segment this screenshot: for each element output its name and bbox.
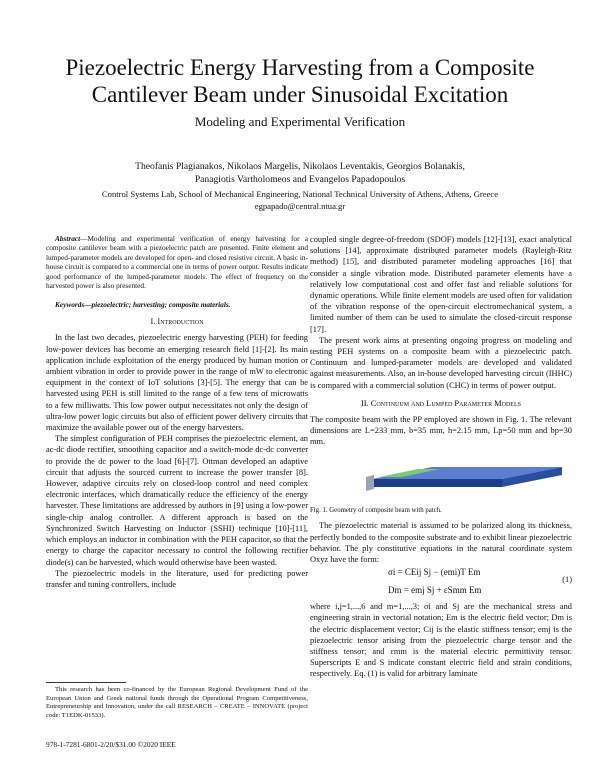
abstract-label: Abstract (55, 234, 81, 243)
figure-1-caption: Fig. 1. Geometry of composite beam with patch. (310, 507, 442, 515)
footnote-rule (46, 682, 126, 683)
affiliation-block (20, 188, 580, 212)
intro-paragraph-3: The piezoelectric models in the literature, used for predicting power transfer and tuning controllers, include (46, 568, 308, 589)
keywords: Keywords—piezoelectric; harvesting; composite materials. (55, 300, 231, 310)
footnote: This research has been co-financed by the European Regional Development Fund of the European Union and Greek national funds through the Operational Program Competitiveness, Entrepreneurship and Innovation, under the call RESEARCH – CREATE – INNOVATE (project code: T1EDK-01533). (46, 686, 308, 719)
beam-illustration (366, 467, 562, 491)
authors-line-2: Panagiotis Vartholomeos and Evangelos Papadopoulos (194, 174, 406, 185)
email[interactable]: egpapado@central.ntua.gr (254, 201, 346, 211)
isbn-line: 978-1-7281-6801-2/20/$31.00 ©2020 IEEE (46, 740, 176, 749)
right-paragraph-5: where i,j=1,...,6 and m=1,...,3; σi and Sj are the mechanical stress and engineering strain in vectorial notation; Em is the electric field vector; Dm is the electric displacement vector; Cij is the elastic stiffness tensor; emj is the piezoelectric tensor arising from the piezoelectric charge tensor and the stiffness tensor; and εmm is the material electric permittivity tensor. Superscripts E and S indicate constant electric field and strain conditions, respectively. Eq. (1) is valid for arbitrary laminate (310, 602, 572, 679)
right-paragraph-4: The piezoelectric material is assumed to be polarized along its thickness, perfectly bonded to the composite substrate and to exhibit linear piezoelectric behavior. The ply constitutive equations in the natural coordinate system Oxyz have the form: (310, 521, 572, 565)
left-column (46, 234, 308, 590)
section-2-heading: II. Continuum and Lumped Parameter Models (361, 398, 521, 408)
equation-number: (1) (562, 575, 572, 585)
equation-1 (310, 565, 572, 601)
page-title: Piezoelectric Energy Harvesting from a Composite Cantilever Beam under Sinusoidal Excitation (65, 55, 535, 107)
intro-paragraph-1: In the last two decades, piezoelectric energy harvesting (PEH) for feeding low-power devices has become an emerging research field [1]-[2]. Its main application include exploitation of the energy produced by human motion or ambient vibration in order to provide power in the range of mW to electronic equipment in the context of IoT solutions [3]-[5]. The energy that can be harvested using PEH is still limited to the range of a few tens of microwatts to a few milliwatts. This low power output necessitates not only the design of ultra-low power logic circuits but also of efficient power delivery circuits that maximize the available power out of the energy harvesters. (46, 333, 308, 433)
affiliation: Control Systems Lab, School of Mechanical Engineering, National Technical University of Athens, Athens, Greece (101, 189, 499, 199)
abstract (46, 234, 308, 290)
composite-beam-figure (310, 447, 572, 505)
beam-front-face (372, 479, 502, 487)
right-paragraph-2: The present work aims at presenting ongoing progress on modeling and testing PEH systems on a composite beam with a piezoelectric patch. Continuum and lumped-parameter models are developed and validated against measurements. Also, an in-house developed harvesting circuit (IHHC) is compared with a commercial solution (CHC) in terms of power output. (310, 335, 572, 390)
right-paragraph-3: The composite beam with the PP employed are shown in Fig. 1. The relevant dimensions are L=233 mm, b=35 mm, h=2.15 mm, Lp=50 mm and bp=30 mm. (310, 414, 572, 447)
intro-paragraph-2: The simplest configuration of PEH comprises the piezoelectric element, an ac-dc diode rectifier, smoothing capacitor and a switch-mode dc-dc converter to provide the dc power to the load [6]-[7]. Ottman developed an adaptive circuit that adjusts the sourced current to increase the power transfer [8]. However, adaptive circuits rely on closed-loop control and need complex electronic interfaces, which dramatically reduce the efficiency of the energy harvester. These limitations are addressed by authors in [9] using a low-power single-chip analog controller. A different approach is based on the Synchronized Switch Harvesting on Inductor (SSHI) technique [10]-[11], which employs an inductor in combination with the PEH capacitor, so that the energy to charge the capacitor necessary to control the following rectifier diode(s) can be harvested, which would otherwise have been wasted. (46, 434, 308, 567)
equation-line-1: σi = CEij Sj − (emi)T Em (388, 567, 481, 578)
section-1-heading: I. Introduction (150, 317, 204, 327)
authors-line-1: Theofanis Plagianakos, Nikolaos Margelis, Nikolaos Leventakis, Georgios Bolanakis, (135, 161, 465, 172)
figure-1 (310, 447, 572, 505)
equation-line-2: Dm = emj Sj + εSmm Em (388, 585, 482, 596)
authors-block (20, 160, 580, 186)
abstract-text: —Modeling and experimental verification of energy harvesting for a composite cantilever beam with a piezoelectric patch are presented. Finite element and lumped-parameter models are developed for open- and closed resistive circuit. A basic in-house circuit is compared to a commercial one in terms of power output. Results indicate good performance of the lumped-parameter models. The effect of frequency on the harvested power is also presented. (46, 234, 308, 291)
right-paragraph-1: coupled single degree-of-freedom (SDOF) models [12]-[13], exact analytical solutions [14], approximate distributed parameter models (Rayleigh-Ritz method) [15], and distributed parameter modeling approaches [16] that consider a single vibration mode. Distributed parameter elements have a relatively low computational cost and offer fast and reliable solutions for dynamic operations. While finite element models are used often for validation of the vibration response of the open-circuit electromechanical system, a limited number of them can be used to simulate the closed-circuit response [17]. (310, 235, 572, 334)
right-column (310, 234, 572, 680)
clamp-block (366, 475, 374, 491)
page-subtitle: Modeling and Experimental Verification (194, 114, 406, 129)
